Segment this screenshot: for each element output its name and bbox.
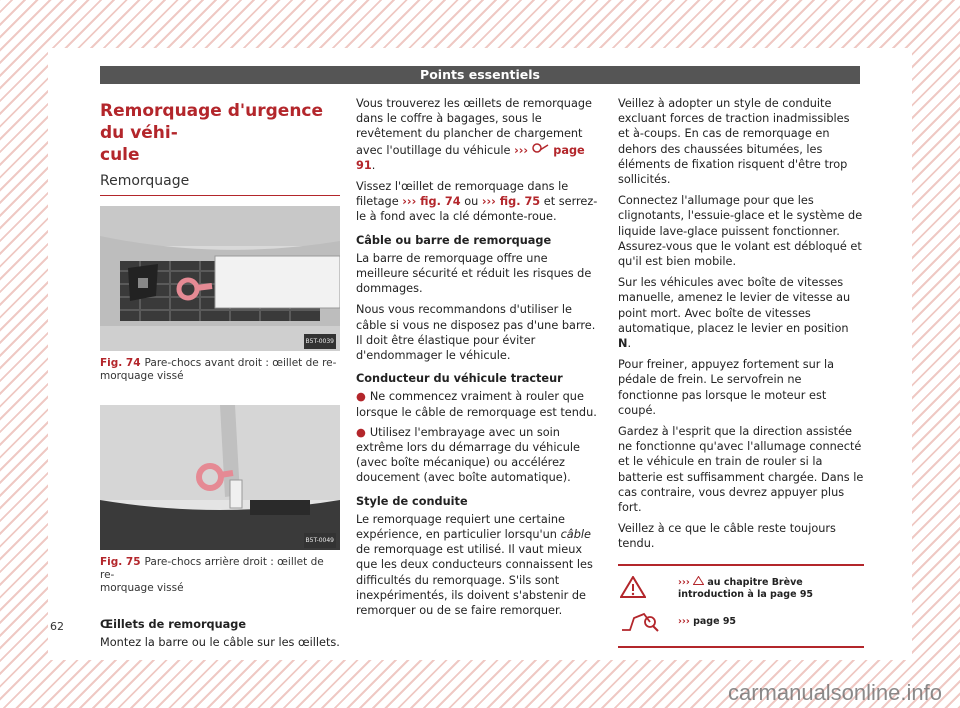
towing-eyes-text: Montez la barre ou le câble sur les œillets. bbox=[100, 636, 340, 650]
bullet-icon: ● bbox=[356, 390, 366, 404]
paragraph-screw: Vissez l'œillet de remorquage dans le filetage ››› fig. 74 ou ››› fig. 75 et serrez-le à fond avec la clé démonte-roue. bbox=[356, 180, 598, 224]
watermark-text: carmanualsonline.info bbox=[727, 680, 942, 705]
reference-box bbox=[618, 564, 864, 648]
paragraph-cable: Nous vous recommandons d'utiliser le câble si vous ne disposez pas d'une barre. Il doit être élastique pour éviter d'endommager le véhicule. bbox=[356, 303, 596, 363]
page-91-link[interactable]: page 91 bbox=[356, 143, 585, 172]
chapter-header: Points essentiels bbox=[100, 66, 860, 84]
front-bumper-illustration bbox=[100, 206, 340, 351]
figure-75-caption: Fig. 75 Pare-chocs arrière droit : œillet de re- morquage vissé bbox=[100, 556, 324, 595]
towing-eyes-heading: Œillets de remorquage bbox=[100, 618, 247, 632]
paragraph-driving: Veillez à adopter un style de conduite excluant forces de traction inadmissibles et à-coups. En cas de remorquage en dehors des chaussées bitumées, les éléments de fixation risquent d'être trop sollicités. bbox=[618, 97, 850, 187]
paragraph-location: Vous trouverez les œillets de remorquage dans le coffre à bagages, sous le revêtement du plancher de chargement avec l'outillage du véhicule ››› page 91. bbox=[356, 97, 592, 172]
driver-heading: Conducteur du véhicule tracteur bbox=[356, 372, 563, 386]
figure-74-code: B5T-0039 bbox=[304, 334, 336, 349]
paragraph-gear: Sur les véhicules avec boîte de vitesses manuelle, amenez le levier de vitesse au point mort. Avec boîte de vitesses automatique, placez le levier en position N. bbox=[618, 276, 851, 351]
document-page bbox=[48, 48, 912, 660]
cross-ref-arrow[interactable]: ››› bbox=[514, 143, 529, 157]
bullet-icon: ● bbox=[356, 425, 366, 439]
fig-75-link[interactable]: ››› fig. 75 bbox=[481, 195, 541, 209]
paragraph-tension: Veillez à ce que le câble reste toujours tendu. bbox=[618, 522, 836, 551]
tools-icon bbox=[532, 142, 550, 154]
section-subtitle: Remorquage bbox=[100, 174, 340, 196]
paragraph-style: Le remorquage requiert une certaine expérience, en particulier lorsqu'un câble de remorquage est utilisé. Il vaut mieux que les deux conducteurs connaissent les difficultés du remorquage. S'ils sont inexpérimentés, ils doivent s'abstenir de remorquer ou de se faire remorquer. bbox=[356, 512, 593, 618]
figure-74-caption: Fig. 74 Pare-chocs avant droit : œillet de re- morquage vissé bbox=[100, 357, 337, 383]
environment-reference[interactable]: ››› page 95 bbox=[678, 615, 737, 627]
warning-icon bbox=[620, 576, 646, 598]
column-right bbox=[618, 96, 864, 648]
small-warning-icon bbox=[693, 576, 704, 585]
environment-icon bbox=[620, 610, 660, 632]
column-left bbox=[100, 96, 340, 657]
column-middle bbox=[356, 96, 602, 624]
bullet-item: ● Ne commencez vraiment à rouler que lorsque le câble de remorquage est tendu. bbox=[356, 390, 597, 419]
section-title: Remorquage d'urgence du véhi- cule bbox=[100, 101, 324, 165]
figure-75-code: B5T-0049 bbox=[304, 533, 336, 548]
figure-74-image bbox=[100, 206, 340, 351]
cable-heading: Câble ou barre de remorquage bbox=[356, 233, 552, 247]
style-heading: Style de conduite bbox=[356, 494, 468, 508]
figure-75-image bbox=[100, 405, 340, 550]
paragraph-ignition: Connectez l'allumage pour que les clignotants, l'essuie-glace et le système de liquide lave-glace puissent fonctionner. Assurez-vous que le volant est débloqué et qu'il est bien mobile. bbox=[618, 194, 863, 269]
rear-bumper-illustration bbox=[100, 405, 340, 550]
page-number: 62 bbox=[50, 620, 64, 633]
paragraph-bar: La barre de remorquage offre une meilleure sécurité et réduit les risques de dommages. bbox=[356, 251, 592, 296]
paragraph-steering: Gardez à l'esprit que la direction assistée ne fonctionne qu'avec l'allumage connecté et le véhicule en train de rouler si la batterie est suffisamment chargée. Dans le cas contraire, vous devrez appuyer plus fort. bbox=[618, 425, 864, 515]
fig-74-link[interactable]: ››› fig. 74 bbox=[402, 195, 461, 209]
paragraph-brake: Pour freiner, appuyez fortement sur la pédale de frein. Le servofrein ne fonctionne pas lorsque le moteur est coupé. bbox=[618, 358, 835, 417]
warning-reference[interactable]: ››› au chapitre Brève introduction à la page 95 bbox=[678, 576, 814, 600]
bullet-item: ● Utilisez l'embrayage avec un soin extrême lors du démarrage du véhicule (avec boîte mécanique) ou accélérez doucement (avec boîte automatique). bbox=[356, 425, 580, 485]
